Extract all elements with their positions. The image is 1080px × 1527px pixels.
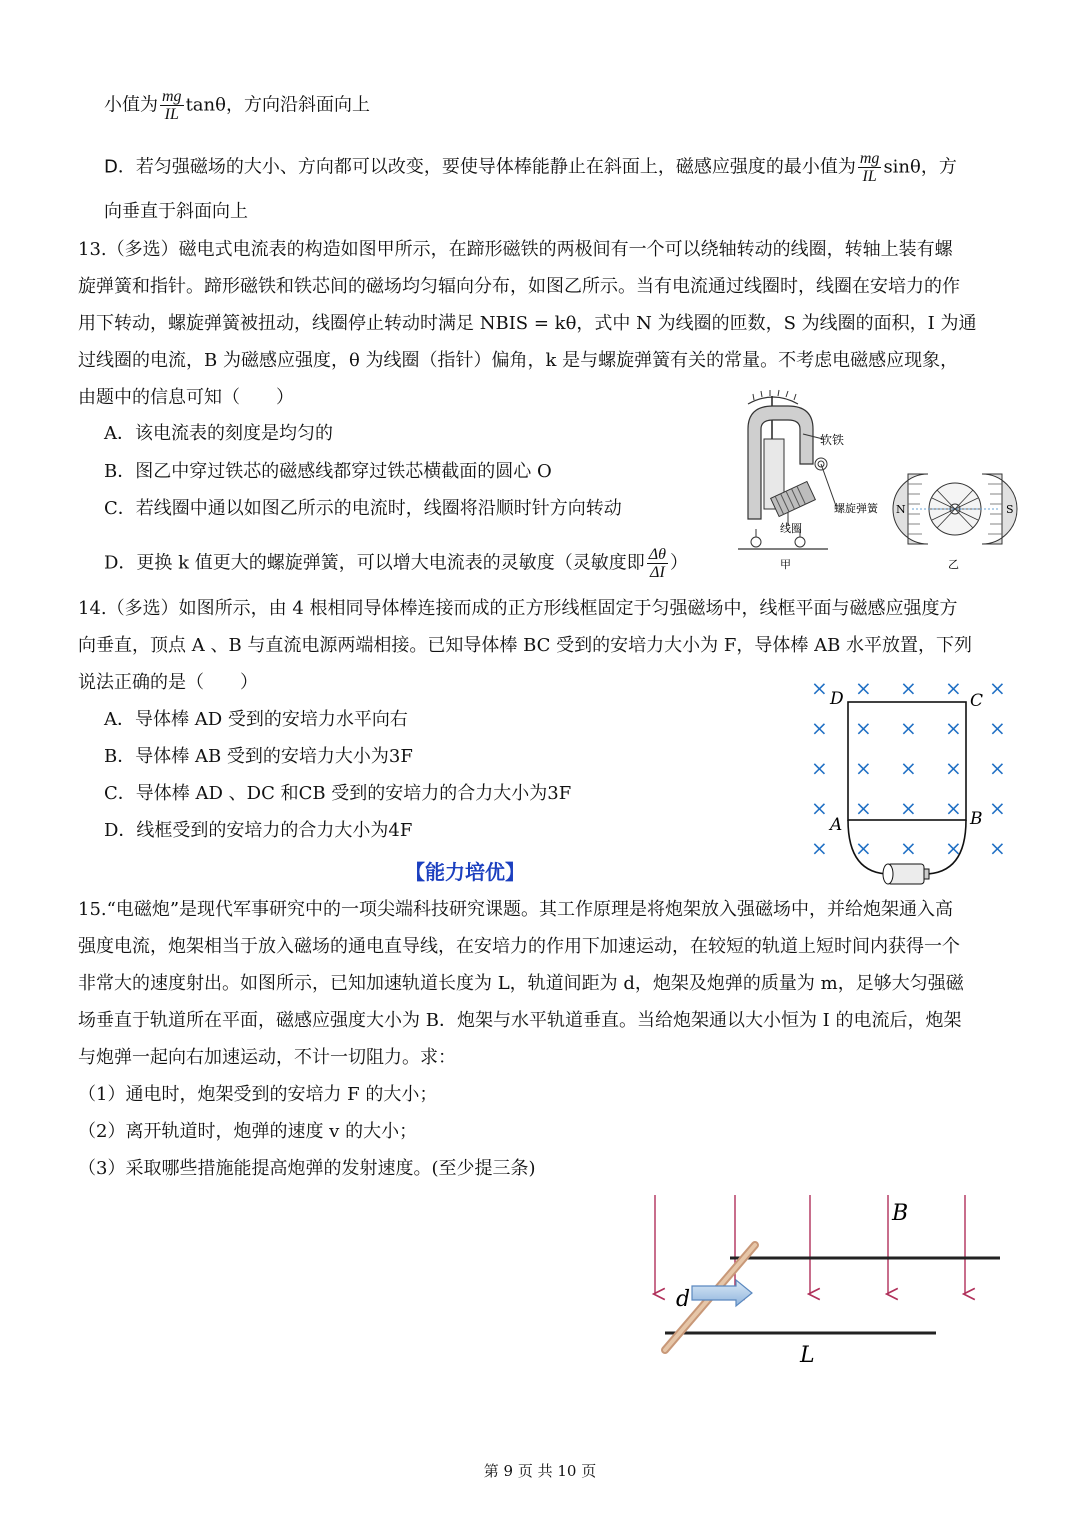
page-footer: 第 9 页 共 10 页: [483, 1462, 597, 1480]
figure-galvanometer-jia: [728, 384, 888, 574]
field-cross-mark: ×: [855, 796, 872, 820]
field-cross-mark: ×: [855, 676, 872, 700]
fragment-line-1: [104, 88, 370, 123]
label-field-b: B: [892, 1201, 909, 1226]
fraction-denominator: IL: [164, 106, 179, 123]
vertex-b: B: [970, 809, 983, 829]
q15-line-1: 15.“电磁炮”是现代军事研究中的一项尖端科技研究课题。其工作原理是将炮架放入强磁场中，并给炮架通入高: [78, 899, 954, 920]
field-cross-mark: ×: [989, 836, 1006, 860]
option-text: 若匀强磁场的大小、方向都可以改变，要使导体棒能静止在斜面上，磁感应强度的最小值为: [135, 156, 856, 178]
q15-sub-1: （1）通电时，炮架受到的安培力 F 的大小；: [78, 1084, 438, 1105]
fragment-suffix: tanθ，方向沿斜面向上: [185, 94, 370, 116]
vertex-d: D: [830, 689, 844, 709]
field-cross-mark: ×: [989, 716, 1006, 740]
field-cross-mark: ×: [945, 716, 962, 740]
q13-option-d: [104, 546, 688, 581]
field-cross-mark: ×: [900, 836, 917, 860]
field-cross-mark: ×: [855, 756, 872, 780]
q14-line-1: 14.（多选）如图所示，由 4 根相同导体棒连接而成的正方形线框固定于匀强磁场中，线框平面与磁感应强度方: [78, 598, 958, 619]
section-heading: 【能力培优】: [405, 860, 525, 884]
label-north-pole: N: [896, 503, 906, 516]
field-cross-mark: ×: [811, 756, 828, 780]
label-jia: 甲: [780, 558, 791, 571]
field-cross-mark: ×: [855, 836, 872, 860]
field-cross-mark: ×: [811, 716, 828, 740]
q14-line-3: 说法正确的是（ ）: [78, 672, 258, 693]
fraction-denominator: ΔI: [650, 564, 665, 581]
field-cross-mark: ×: [855, 716, 872, 740]
field-cross-mark: ×: [945, 756, 962, 780]
option-close-paren: ）: [670, 552, 689, 574]
label-yi: 乙: [948, 558, 959, 571]
label-south-pole: S: [1006, 503, 1014, 516]
q14-line-2: 向垂直，顶点 A 、B 与直流电源两端相接。已知导体棒 BC 受到的安培力大小为 F，导体棒 AB 水平放置，下列: [78, 635, 973, 656]
q15-line-2: 强度电流，炮架相当于放入磁场的通电直导线，在安培力的作用下加速运动，在较短的轨道上短时间内获得一个: [78, 936, 960, 957]
figure-radial-field-yi: [892, 460, 1018, 572]
q13-line-2: 旋弹簧和指针。蹄形磁铁和铁芯间的磁场均匀辐向分布，如图乙所示。当有电流通过线圈时，线圈在安培力的作: [78, 276, 960, 297]
field-cross-mark: ×: [945, 796, 962, 820]
q13-line-5: 由题中的信息可知（ ）: [78, 387, 294, 408]
q15-line-5: 与炮弹一起向右加速运动，不计一切阻力。求：: [78, 1047, 456, 1068]
field-cross-mark: ×: [989, 756, 1006, 780]
option-label: D．: [104, 156, 136, 178]
label-coil: 线圈: [780, 522, 802, 535]
fraction-numerator: mg: [162, 88, 182, 105]
field-cross-mark: ×: [811, 676, 828, 700]
option-d-prev: [104, 150, 957, 185]
field-cross-mark: ×: [989, 676, 1006, 700]
label-spring: 螺旋弹簧: [834, 502, 878, 515]
q15-sub-3: （3）采取哪些措施能提高炮弹的发射速度。(至少提三条): [78, 1158, 536, 1179]
fraction-mg-over-il-2: [858, 150, 882, 185]
vertex-c: C: [970, 691, 984, 711]
option-text: D．更换 k 值更大的螺旋弹簧，可以增大电流表的灵敏度（灵敏度即: [104, 552, 645, 574]
field-cross-mark: ×: [945, 836, 962, 860]
field-cross-mark: ×: [945, 676, 962, 700]
fragment-prefix: 小值为: [104, 94, 158, 116]
q13-line-3: 用下转动，螺旋弹簧被扭动，线圈停止转动时满足 NBIS = kθ，式中 N 为线圈的匝数，S 为线圈的面积，I 为通: [78, 313, 977, 334]
q15-line-3: 非常大的速度射出。如图所示，已知加速轨道长度为 L，轨道间距为 d，炮架及炮弹的质量为 m，足够大匀强磁: [78, 973, 964, 994]
label-rail-distance-d: d: [676, 1287, 691, 1312]
field-cross-mark: ×: [900, 716, 917, 740]
label-soft-iron: 软铁: [820, 433, 845, 447]
fraction-numerator: mg: [859, 150, 880, 167]
field-cross-mark: ×: [811, 836, 828, 860]
figure-rail-gun: [640, 1190, 1010, 1370]
field-cross-mark: ×: [900, 756, 917, 780]
fraction-numerator: Δθ: [648, 546, 667, 563]
figure-square-frame: [800, 668, 1016, 894]
fraction-mg-over-il: [160, 88, 184, 123]
q14-option-c: C．导体棒 AD 、DC 和CB 受到的安培力的合力大小为3F: [104, 783, 572, 804]
q14-option-a: A．导体棒 AD 受到的安培力水平向右: [104, 709, 408, 730]
q14-option-b: B．导体棒 AB 受到的安培力大小为3F: [104, 746, 413, 767]
option-d-prev-continuation: 向垂直于斜面向上: [104, 201, 248, 222]
field-cross-mark: ×: [989, 796, 1006, 820]
vertex-a: A: [830, 815, 843, 835]
label-rail-length-l: L: [800, 1343, 815, 1368]
q13-line-1: 13.（多选）磁电式电流表的构造如图甲所示，在蹄形磁铁的两极间有一个可以绕轴转动的线圈，转轴上装有螺: [78, 239, 953, 260]
q13-option-c: C．若线圈中通以如图乙所示的电流时，线圈将沿顺时针方向转动: [104, 498, 622, 519]
q15-line-4: 场垂直于轨道所在平面，磁感应强度大小为 B．炮架与水平轨道垂直。当给炮架通以大小恒为 I 的电流后，炮架: [78, 1010, 962, 1031]
field-cross-mark: ×: [900, 676, 917, 700]
option-suffix: sinθ，方: [883, 156, 957, 178]
field-cross-mark: ×: [811, 796, 828, 820]
field-cross-mark: ×: [900, 796, 917, 820]
q15-sub-2: （2）离开轨道时，炮弹的速度 v 的大小；: [78, 1121, 418, 1142]
fraction-denominator: IL: [862, 168, 877, 185]
q13-option-b: B．图乙中穿过铁芯的磁感线都穿过铁芯横截面的圆心 O: [104, 461, 552, 482]
q14-option-d: D．线框受到的安培力的合力大小为4F: [104, 820, 413, 841]
fraction-sensitivity: [647, 546, 668, 581]
q13-option-a: A．该电流表的刻度是均匀的: [104, 423, 333, 444]
q13-line-4: 过线圈的电流，B 为磁感应强度，θ 为线圈（指针）偏角，k 是与螺旋弹簧有关的常量。不考虑电磁感应现象，: [78, 350, 959, 371]
